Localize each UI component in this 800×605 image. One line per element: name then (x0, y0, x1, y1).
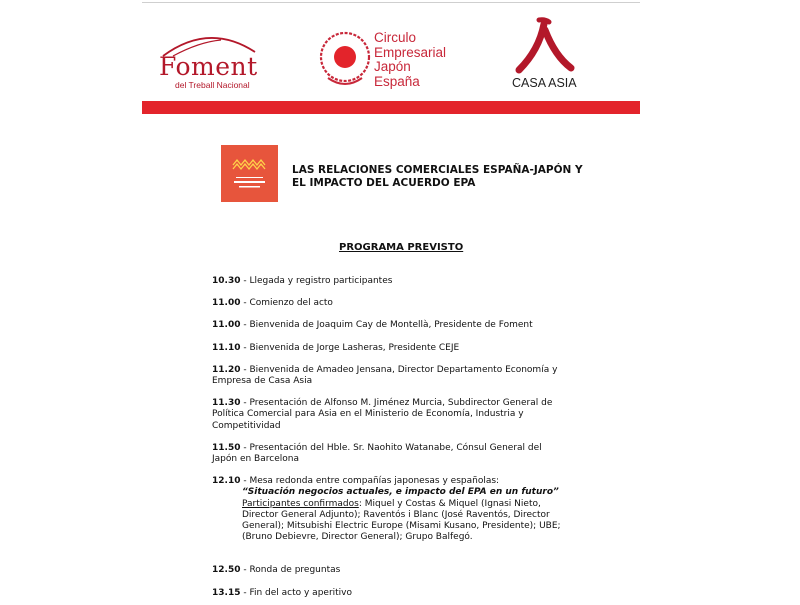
schedule-item (212, 298, 562, 309)
schedule-text: - Llegada y registro participantes (240, 276, 393, 286)
foment-wordmark: Foment (159, 52, 258, 81)
foment-subtitle: del Treball Nacional (175, 80, 250, 90)
program-heading: PROGRAMA PREVISTO (339, 242, 464, 253)
participants-list: : Miquel y Costas & Miquel (Ignasi Nieto, Director General Adjunto); Raventós i Blanc (José Raventós, Director General); Mitsubishi Electric Europe (Misami Kusano, Presidente); UBE; (Bruno Debievre, Director General); Grupo Balfegó. (242, 498, 561, 543)
schedule-item (212, 365, 562, 387)
schedule-text: - Mesa redonda entre compañías japonesas y españolas: (240, 476, 500, 487)
espana-japon-emblem-icon (221, 145, 278, 202)
schedule-item (212, 276, 562, 287)
schedule-item (212, 443, 562, 465)
schedule-time: 11.20 (212, 364, 241, 375)
panel-participants (242, 499, 562, 544)
participants-label: Participantes confirmados (242, 498, 359, 509)
schedule-text: - Comienzo del acto (240, 298, 333, 309)
invitation-page (142, 0, 640, 605)
ceje-line-2: Empresarial (374, 44, 447, 60)
schedule-time: 11.00 (212, 320, 241, 331)
schedule-time: 11.50 (212, 442, 241, 453)
schedule-list (212, 276, 562, 599)
schedule-item (212, 320, 562, 331)
schedule-time: 10.30 (212, 276, 241, 286)
schedule-text: - Bienvenida de Joaquim Cay de Montellà, Presidente de Foment (240, 320, 533, 331)
schedule-text: - Bienvenida de Jorge Lasheras, Presidente CEJE (240, 342, 460, 353)
ceje-line-4: España (374, 73, 420, 89)
panel-discussion-item (212, 476, 562, 543)
schedule-text: - Presentación del Hble. Sr. Naohito Watanabe, Cónsul General del Japón en Barcelona (212, 442, 542, 465)
ceje-circle-icon (318, 30, 372, 88)
schedule-text: - Bienvenida de Amadeo Jensana, Director Departamento Economía y Empresa de Casa Asia (212, 364, 558, 387)
ceje-wordmark (374, 31, 446, 89)
panel-subtitle: “Situación negocios actuales, e impacto del EPA en un futuro” (242, 487, 559, 498)
schedule-text: - Ronda de preguntas (240, 565, 341, 576)
schedule-item (212, 343, 562, 354)
schedule-time: 12.10 (212, 476, 241, 487)
schedule-time: 13.15 (212, 587, 241, 598)
casa-asia-wordmark: CASA ASIA (512, 76, 577, 90)
casa-asia-symbol-icon (515, 16, 575, 74)
schedule-item (212, 588, 562, 599)
schedule-time: 12.50 (212, 565, 241, 576)
event-title: LAS RELACIONES COMERCIALES ESPAÑA-JAPÓN Y EL IMPACTO DEL ACUERDO EPA (292, 164, 583, 189)
panel-details (212, 487, 562, 543)
schedule-time: 11.10 (212, 342, 241, 353)
ceje-line-1: Circulo (374, 30, 417, 45)
schedule-item (212, 398, 562, 432)
ceje-logo (318, 30, 458, 90)
casa-asia-logo (512, 16, 602, 92)
schedule-item (212, 565, 562, 576)
red-header-bar (142, 101, 640, 114)
schedule-time: 11.30 (212, 398, 241, 409)
top-divider (142, 2, 640, 3)
schedule-text: - Presentación de Alfonso M. Jiménez Murcia, Subdirector General de Política Comercial para Asia en el Ministerio de Economía, Industria y Competitividad (212, 398, 553, 431)
ceje-line-3: Japón (374, 59, 411, 74)
foment-logo (159, 28, 279, 90)
event-badge (221, 145, 278, 202)
schedule-time: 11.00 (212, 298, 241, 309)
schedule-text: - Fin del acto y aperitivo (240, 587, 353, 598)
